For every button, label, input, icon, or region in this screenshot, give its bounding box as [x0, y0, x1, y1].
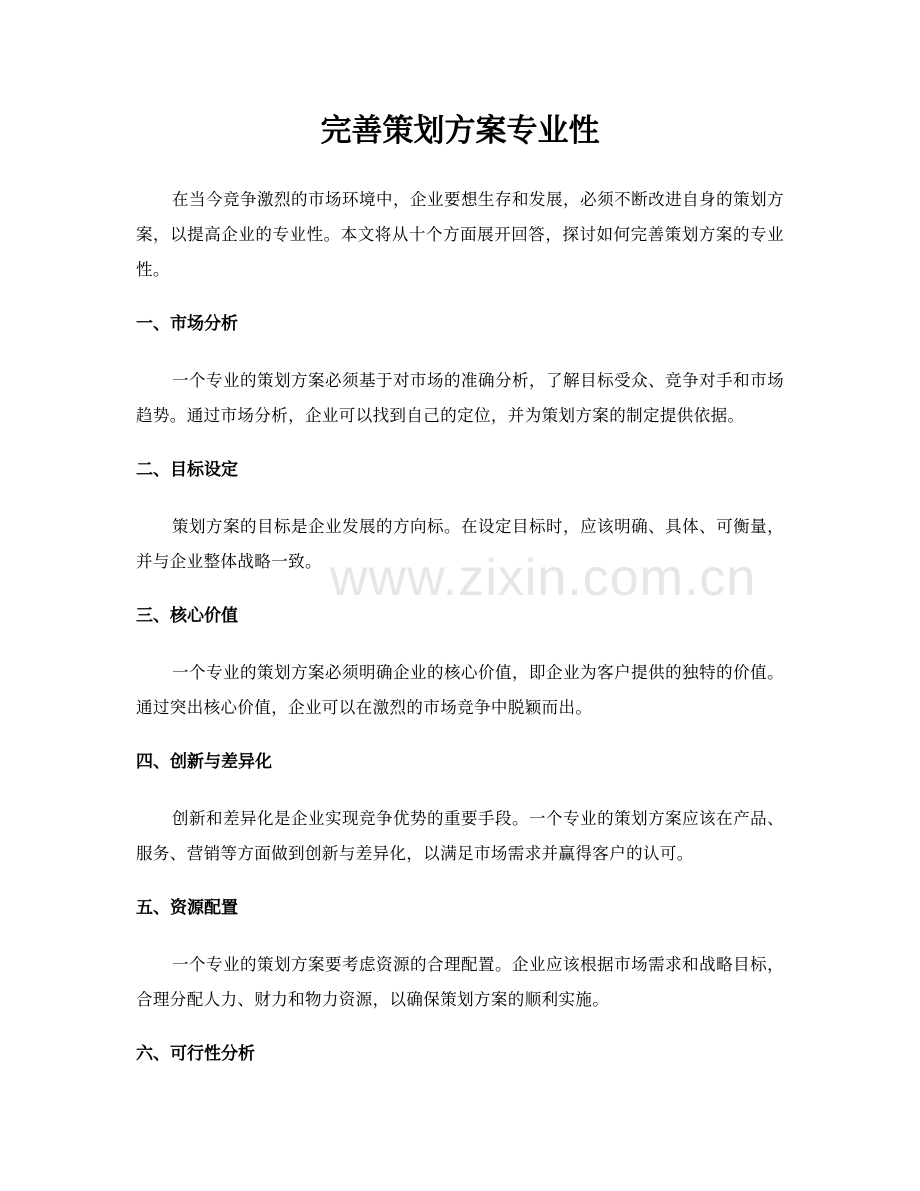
- section-heading-goal-setting: 二、目标设定: [136, 460, 238, 480]
- watermark: www.zixin.com.cn: [330, 549, 757, 607]
- section-heading-feasibility: 六、可行性分析: [136, 1044, 255, 1064]
- section-heading-innovation: 四、创新与差异化: [136, 752, 272, 772]
- intro-paragraph: 在当今竞争激烈的市场环境中，企业要想生存和发展，必须不断改进自身的策划方案，以提高企业的专业性。本文将从十个方面展开回答，探讨如何完善策划方案的专业性。: [136, 190, 784, 279]
- document-title: 完善策划方案专业性: [320, 113, 600, 149]
- section-heading-resource-allocation: 五、资源配置: [136, 898, 238, 918]
- section-heading-core-value: 三、核心价值: [136, 606, 238, 626]
- section-body-innovation: 创新和差异化是企业实现竞争优势的重要手段。一个专业的策划方案应该在产品、服务、营销等方面做到创新与差异化，以满足市场需求并赢得客户的认可。: [136, 809, 784, 863]
- document-body: [136, 182, 784, 1069]
- section-body-goal-setting: 策划方案的目标是企业发展的方向标。在设定目标时，应该明确、具体、可衡量，并与企业整体战略一致。: [136, 517, 784, 571]
- section-body-core-value: 一个专业的策划方案必须明确企业的核心价值，即企业为客户提供的独特的价值。通过突出核心价值，企业可以在激烈的市场竞争中脱颖而出。: [136, 663, 784, 717]
- section-heading-market-analysis: 一、市场分析: [136, 314, 238, 334]
- section-body-market-analysis: 一个专业的策划方案必须基于对市场的准确分析，了解目标受众、竞争对手和市场趋势。通过市场分析，企业可以找到自己的定位，并为策划方案的制定提供依据。: [136, 371, 784, 425]
- section-body-resource-allocation: 一个专业的策划方案要考虑资源的合理配置。企业应该根据市场需求和战略目标，合理分配人力、财力和物力资源，以确保策划方案的顺利实施。: [136, 955, 784, 1009]
